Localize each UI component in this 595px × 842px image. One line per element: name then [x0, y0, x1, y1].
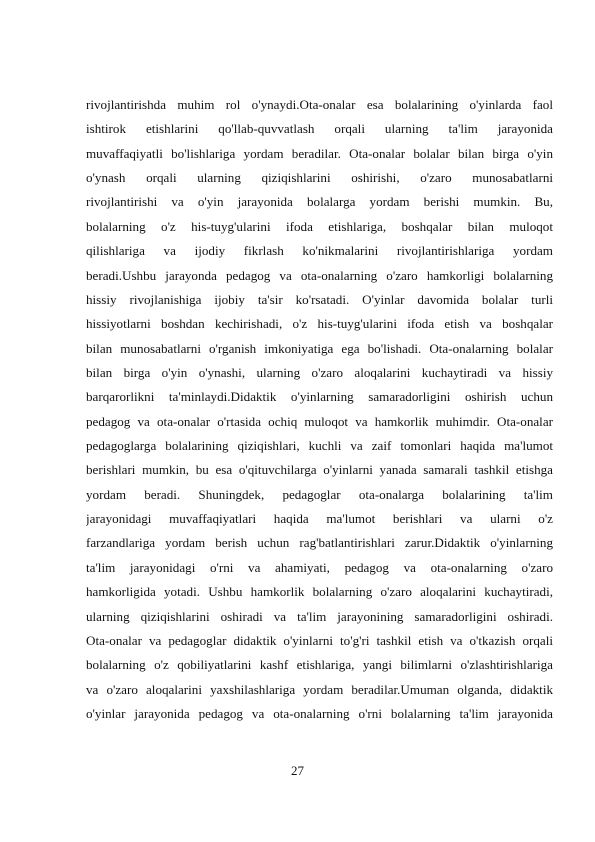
text-line: o'yinlar jarayonida pedagog va ota-onalarning o'rni bolalarning ta'lim jarayonida [86, 705, 553, 721]
text-line: pedagog va ota-onalar o'rtasida ochiq muloqot va hamkorlik muhimdir. Ota-onalar [86, 413, 553, 429]
text-line: Ota-onalar va pedagoglar didaktik o'yinlarni to'g'ri tashkil etish va o'tkazish orqali [86, 632, 553, 648]
text-line: farzandlariga yordam berish uchun rag'batlantirishlari zarur.Didaktik o'yinlarning [86, 535, 553, 551]
text-line: bilan munosabatlarni o'rganish imkoniyatiga ega bo'lishadi. Ota-onalarning bolalar [86, 340, 553, 356]
text-line: ularning qiziqishlarini oshiradi va ta'lim jarayonining samaradorligini oshiradi. [86, 608, 553, 624]
text-line: berishlari mumkin, bu esa o'qituvchilarga o'yinlarni yanada samarali tashkil etishga [86, 462, 553, 478]
text-line: ta'lim jarayonidagi o'rni va ahamiyati, pedagog va ota-onalarning o'zaro [86, 559, 553, 575]
text-line: pedagoglarga bolalarining qiziqishlari, kuchli va zaif tomonlari haqida ma'lumot [86, 438, 553, 454]
text-line: rivojlantirishda muhim rol o'ynaydi.Ota-onalar esa bolalarining o'yinlarda faol [86, 97, 553, 112]
text-line: muvaffaqiyatli bo'lishlariga yordam beradilar. Ota-onalar bolalar bilan birga o'yin [86, 145, 553, 161]
text-line: hamkorligida yotadi. Ushbu hamkorlik bolalarning o'zaro aloqalarini kuchaytiradi, [86, 584, 553, 600]
text-line: yordam beradi. Shuningdek, pedagoglar ota-onalarga bolalarining ta'lim [86, 486, 553, 502]
text-line: va o'zaro aloqalarini yaxshilashlariga yordam beradilar.Umuman olganda, didaktik [86, 681, 553, 697]
text-line: beradi.Ushbu jarayonda pedagog va ota-onalarning o'zaro hamkorligi bolalarning [86, 267, 553, 283]
text-line: ishtirok etishlarini qo'llab-quvvatlash orqali ularning ta'lim jarayonida [86, 121, 553, 137]
text-line: barqarorlikni ta'minlaydi.Didaktik o'yinlarning samaradorligini oshirish uchun [86, 389, 553, 405]
text-line: o'ynash orqali ularning qiziqishlarini oshirishi, o'zaro munosabatlarni [86, 170, 553, 186]
text-line: bilan birga o'yin o'ynashi, ularning o'zaro aloqalarini kuchaytiradi va hissiy [86, 364, 553, 380]
page-number: 27 [291, 763, 304, 778]
text-line: hissiyotlarni boshdan kechirishadi, o'z his-tuyg'ularini ifoda etish va boshqalar [86, 316, 553, 332]
text-line: jarayonidagi muvaffaqiyatlari haqida ma'lumot berishlari va ularni o'z [86, 511, 553, 527]
text-line: rivojlantirishi va o'yin jarayonida bolalarga yordam berishi mumkin. Bu, [86, 194, 553, 210]
text-line: hissiy rivojlanishiga ijobiy ta'sir ko'rsatadi. O'yinlar davomida bolalar turli [86, 291, 553, 307]
text-line: bolalarning o'z his-tuyg'ularini ifoda etishlariga, boshqalar bilan muloqot [86, 218, 553, 234]
text-line: qilishlariga va ijodiy fikrlash ko'nikmalarini rivojlantirishlariga yordam [86, 243, 553, 259]
body-paragraph [86, 93, 553, 726]
text-line: bolalarning o'z qobiliyatlarini kashf etishlariga, yangi bilimlarni o'zlashtirishlariga [86, 657, 553, 673]
